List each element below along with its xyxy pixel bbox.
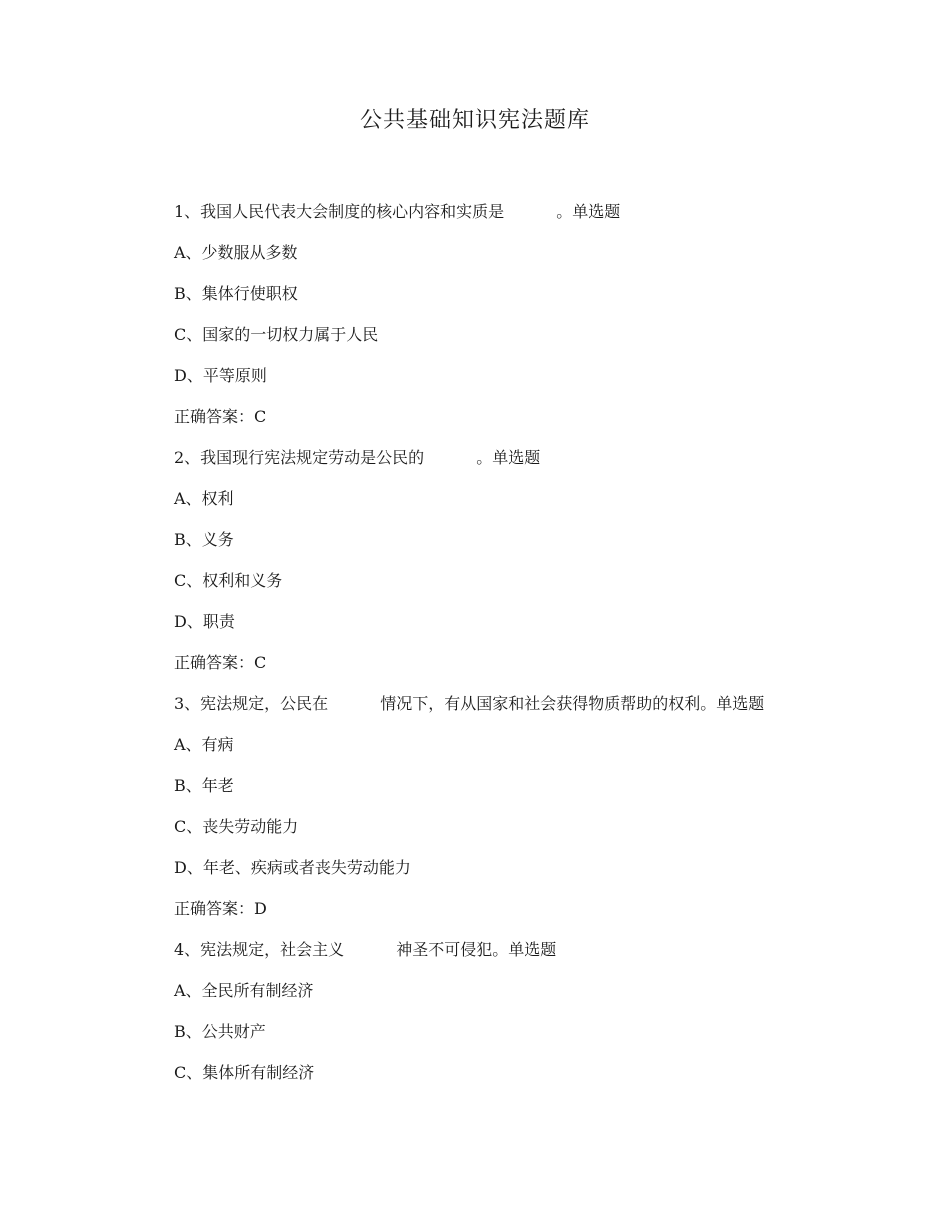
option-b: B、义务: [174, 530, 234, 549]
option-a: A、全民所有制经济: [174, 981, 314, 1000]
option-d: D、年老、疾病或者丧失劳动能力: [174, 858, 411, 877]
option-d: D、职责: [174, 612, 235, 631]
question-stem-after: 神圣不可侵犯。单选题: [396, 940, 557, 959]
option-c: C、权利和义务: [174, 571, 283, 590]
correct-answer: 正确答案：C: [174, 653, 267, 672]
question-stem-before: 2、我国现行宪法规定劳动是公民的: [174, 448, 425, 467]
correct-answer: 正确答案：C: [174, 407, 267, 426]
question-stem: [174, 691, 874, 732]
option-a: A、权利: [174, 489, 234, 508]
question-list: [174, 199, 874, 1101]
option-b: B、公共财产: [174, 1022, 266, 1041]
option-c: C、集体所有制经济: [174, 1063, 315, 1082]
question-stem-before: 4、宪法规定，社会主义: [174, 940, 345, 959]
correct-answer: 正确答案：D: [174, 899, 267, 918]
question-stem: [174, 445, 874, 486]
page-title: 公共基础知识宪法题库: [359, 108, 590, 133]
question-stem: [174, 199, 874, 240]
option-c: C、国家的一切权力属于人民: [174, 325, 379, 344]
question-stem-after: 。单选题: [476, 448, 541, 467]
option-d: D、平等原则: [174, 366, 267, 385]
question-stem-after: 。单选题: [556, 202, 621, 221]
question-stem-after: 情况下，有从国家和社会获得物质帮助的权利。单选题: [380, 694, 765, 713]
option-a: A、有病: [174, 735, 234, 754]
option-a: A、少数服从多数: [174, 243, 298, 262]
option-c: C、丧失劳动能力: [174, 817, 299, 836]
option-b: B、集体行使职权: [174, 284, 298, 303]
option-b: B、年老: [174, 776, 234, 795]
question-stem: [174, 937, 874, 978]
question-stem-before: 1、我国人民代表大会制度的核心内容和实质是: [174, 202, 505, 221]
question-stem-before: 3、宪法规定，公民在: [174, 694, 329, 713]
